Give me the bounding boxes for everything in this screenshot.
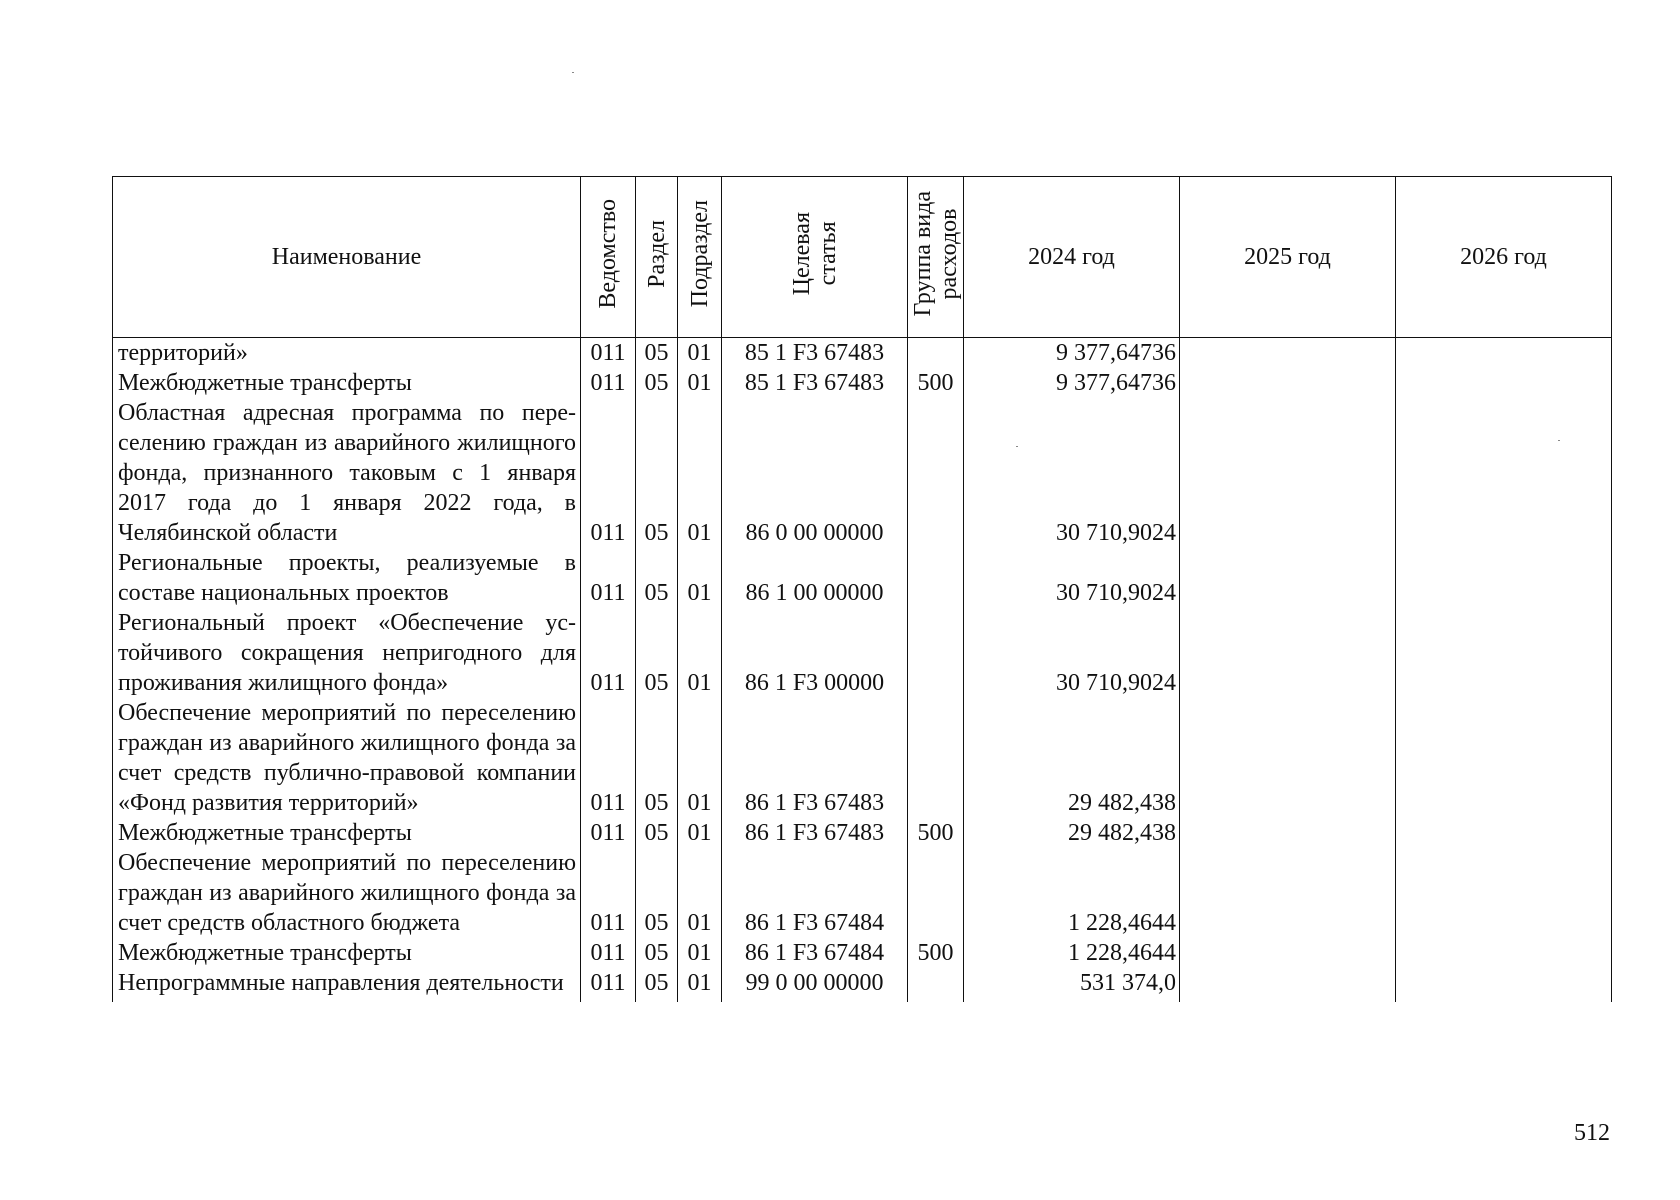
spacer-cell bbox=[636, 998, 678, 1002]
row-amount-2025 bbox=[1180, 938, 1396, 968]
row-gruppa-vida-rashodov bbox=[908, 338, 964, 369]
budget-table bbox=[112, 176, 1612, 1002]
row-podrazdel: 01 bbox=[678, 698, 722, 818]
row-amount-2024: 531 374,0 bbox=[964, 968, 1180, 998]
header-gruppa-vida-rashodov bbox=[908, 177, 964, 338]
row-amount-2024: 1 228,4644 bbox=[964, 938, 1180, 968]
row-razdel: 05 bbox=[636, 368, 678, 398]
table-row bbox=[113, 848, 1612, 938]
row-podrazdel: 01 bbox=[678, 818, 722, 848]
header-2025: 2025 год bbox=[1180, 177, 1396, 338]
row-name: Межбюджетные трансферты bbox=[113, 368, 581, 398]
row-vedomstvo: 011 bbox=[581, 968, 636, 998]
table-row bbox=[113, 338, 1612, 369]
spacer-cell bbox=[722, 998, 908, 1002]
row-amount-2026 bbox=[1396, 848, 1612, 938]
row-celevaya-statya: 86 1 00 00000 bbox=[722, 548, 908, 608]
row-amount-2024: 29 482,438 bbox=[964, 818, 1180, 848]
row-name: Областная адресная программа по переселению граждан из аварийного жилищного фонда, признанного таковым с 1 января 2017 года до 1 января 2022 года, в Челябинской области bbox=[113, 398, 581, 548]
row-amount-2026 bbox=[1396, 698, 1612, 818]
table-row bbox=[113, 398, 1612, 548]
table-header bbox=[113, 177, 1612, 338]
row-vedomstvo: 011 bbox=[581, 398, 636, 548]
row-podrazdel: 01 bbox=[678, 338, 722, 369]
row-amount-2025 bbox=[1180, 698, 1396, 818]
row-gruppa-vida-rashodov: 500 bbox=[908, 818, 964, 848]
row-name: Обеспечение мероприятий по переселению граждан из аварийного жилищного фонда за счет средств публично-правовой компании «Фонд развития территорий» bbox=[113, 698, 581, 818]
table-row bbox=[113, 368, 1612, 398]
row-amount-2025 bbox=[1180, 848, 1396, 938]
header-celevaya-statya-label: Целевая статья bbox=[788, 211, 841, 296]
row-gruppa-vida-rashodov bbox=[908, 698, 964, 818]
spacer-cell bbox=[678, 998, 722, 1002]
row-razdel: 05 bbox=[636, 608, 678, 698]
row-name: Межбюджетные трансферты bbox=[113, 818, 581, 848]
row-amount-2024: 1 228,4644 bbox=[964, 848, 1180, 938]
row-celevaya-statya: 99 0 00 00000 bbox=[722, 968, 908, 998]
header-podrazdel bbox=[678, 177, 722, 338]
row-razdel: 05 bbox=[636, 398, 678, 548]
row-vedomstvo: 011 bbox=[581, 338, 636, 369]
row-amount-2024: 30 710,9024 bbox=[964, 608, 1180, 698]
row-amount-2026 bbox=[1396, 938, 1612, 968]
table-row bbox=[113, 938, 1612, 968]
header-vedomstvo bbox=[581, 177, 636, 338]
row-vedomstvo: 011 bbox=[581, 608, 636, 698]
header-2024: 2024 год bbox=[964, 177, 1180, 338]
header-podrazdel-label: Подраздел bbox=[686, 199, 713, 308]
row-celevaya-statya: 86 0 00 00000 bbox=[722, 398, 908, 548]
spacer-cell bbox=[908, 998, 964, 1002]
row-podrazdel: 01 bbox=[678, 548, 722, 608]
row-amount-2025 bbox=[1180, 338, 1396, 369]
spacer-cell bbox=[113, 998, 581, 1002]
row-podrazdel: 01 bbox=[678, 848, 722, 938]
row-vedomstvo: 011 bbox=[581, 548, 636, 608]
header-razdel-label: Раздел bbox=[643, 219, 670, 288]
row-amount-2025 bbox=[1180, 608, 1396, 698]
row-celevaya-statya: 86 1 F3 67484 bbox=[722, 938, 908, 968]
row-gruppa-vida-rashodov bbox=[908, 548, 964, 608]
row-amount-2025 bbox=[1180, 368, 1396, 398]
row-razdel: 05 bbox=[636, 848, 678, 938]
row-vedomstvo: 011 bbox=[581, 698, 636, 818]
row-amount-2026 bbox=[1396, 368, 1612, 398]
table-row bbox=[113, 698, 1612, 818]
table-row bbox=[113, 608, 1612, 698]
table-row bbox=[113, 548, 1612, 608]
row-razdel: 05 bbox=[636, 338, 678, 369]
header-2026: 2026 год bbox=[1396, 177, 1612, 338]
row-razdel: 05 bbox=[636, 968, 678, 998]
row-celevaya-statya: 86 1 F3 67483 bbox=[722, 698, 908, 818]
row-amount-2024: 30 710,9024 bbox=[964, 398, 1180, 548]
row-name: Региональный проект «Обеспечение устойчивого сокращения непригодного для проживания жилищного фонда» bbox=[113, 608, 581, 698]
row-amount-2025 bbox=[1180, 818, 1396, 848]
spacer-cell bbox=[1396, 998, 1612, 1002]
header-celevaya-statya bbox=[722, 177, 908, 338]
header-name: Наименование bbox=[113, 177, 581, 338]
row-vedomstvo: 011 bbox=[581, 938, 636, 968]
row-amount-2026 bbox=[1396, 968, 1612, 998]
row-gruppa-vida-rashodov bbox=[908, 848, 964, 938]
row-gruppa-vida-rashodov: 500 bbox=[908, 368, 964, 398]
row-gruppa-vida-rashodov bbox=[908, 968, 964, 998]
table-row bbox=[113, 968, 1612, 998]
row-vedomstvo: 011 bbox=[581, 818, 636, 848]
table-row bbox=[113, 818, 1612, 848]
row-podrazdel: 01 bbox=[678, 968, 722, 998]
row-name: Обеспечение мероприятий по переселению граждан из аварийного жилищного фонда за счет средств областного бюджета bbox=[113, 848, 581, 938]
row-amount-2024: 9 377,64736 bbox=[964, 338, 1180, 369]
spacer-cell bbox=[1180, 998, 1396, 1002]
row-podrazdel: 01 bbox=[678, 368, 722, 398]
row-name: территорий» bbox=[113, 338, 581, 369]
row-amount-2026 bbox=[1396, 818, 1612, 848]
row-vedomstvo: 011 bbox=[581, 368, 636, 398]
row-celevaya-statya: 85 1 F3 67483 bbox=[722, 338, 908, 369]
row-podrazdel: 01 bbox=[678, 938, 722, 968]
row-amount-2024: 29 482,438 bbox=[964, 698, 1180, 818]
spacer-cell bbox=[964, 998, 1180, 1002]
row-amount-2024: 30 710,9024 bbox=[964, 548, 1180, 608]
spacer-cell bbox=[581, 998, 636, 1002]
row-razdel: 05 bbox=[636, 818, 678, 848]
row-name: Непрограммные направления деятельности bbox=[113, 968, 581, 998]
row-amount-2025 bbox=[1180, 398, 1396, 548]
row-razdel: 05 bbox=[636, 938, 678, 968]
row-podrazdel: 01 bbox=[678, 608, 722, 698]
table-bottom-spacer bbox=[113, 998, 1612, 1002]
row-amount-2026 bbox=[1396, 338, 1612, 369]
row-gruppa-vida-rashodov bbox=[908, 608, 964, 698]
row-celevaya-statya: 86 1 F3 67484 bbox=[722, 848, 908, 938]
row-amount-2026 bbox=[1396, 548, 1612, 608]
row-celevaya-statya: 86 1 F3 67483 bbox=[722, 818, 908, 848]
table-body bbox=[113, 338, 1612, 1003]
row-amount-2025 bbox=[1180, 548, 1396, 608]
header-razdel bbox=[636, 177, 678, 338]
scan-speck bbox=[572, 72, 574, 73]
row-celevaya-statya: 86 1 F3 00000 bbox=[722, 608, 908, 698]
row-amount-2025 bbox=[1180, 968, 1396, 998]
row-name: Региональные проекты, реализуемые в составе национальных проектов bbox=[113, 548, 581, 608]
row-gruppa-vida-rashodov: 500 bbox=[908, 938, 964, 968]
page-number: 512 bbox=[1574, 1120, 1610, 1146]
row-razdel: 05 bbox=[636, 698, 678, 818]
row-razdel: 05 bbox=[636, 548, 678, 608]
row-amount-2026 bbox=[1396, 608, 1612, 698]
row-vedomstvo: 011 bbox=[581, 848, 636, 938]
row-amount-2024: 9 377,64736 bbox=[964, 368, 1180, 398]
row-name: Межбюджетные трансферты bbox=[113, 938, 581, 968]
row-podrazdel: 01 bbox=[678, 398, 722, 548]
row-gruppa-vida-rashodov bbox=[908, 398, 964, 548]
row-amount-2026 bbox=[1396, 398, 1612, 548]
header-gruppa-label: Группа вида расходов bbox=[909, 190, 962, 317]
row-celevaya-statya: 85 1 F3 67483 bbox=[722, 368, 908, 398]
header-vedomstvo-label: Ведомство bbox=[595, 198, 621, 309]
